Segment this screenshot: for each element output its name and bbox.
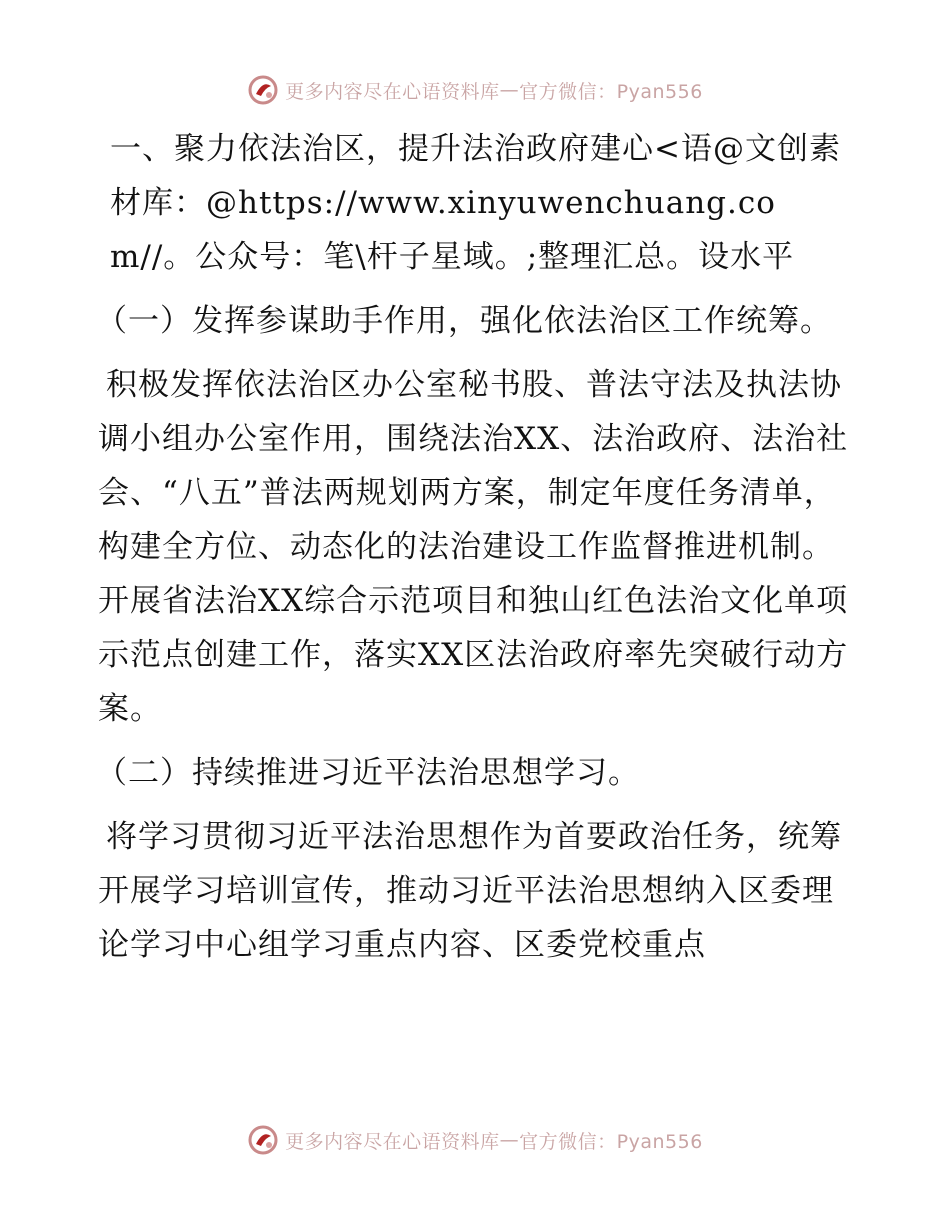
brand-logo-icon — [247, 74, 279, 106]
watermark-contact: 官方微信：Pyan556 — [519, 80, 703, 103]
document-body — [98, 122, 850, 982]
section-heading-1: 一、聚力依法治区，提升法治政府建心<语@文创素材库：@https://www.xinyuwenchuang.com//。公众号：笔\杆子星域。;整理汇总。设水平 — [110, 131, 841, 275]
watermark-banner-bottom — [0, 1122, 950, 1158]
watermark-dash: — — [499, 1129, 520, 1151]
body-paragraph-1: 积极发挥依法治区办公室秘书股、普法守法及执法协调小组办公室作用，围绕法治XX、法治政府、法治社会、“八五”普法两规划两方案，制定年度任务清单，构建全方位、动态化的法治建设工作监督推进机制。开展省法治XX综合示范项目和独山红色法治文化单项示范点创建工作，落实XX区法治政府率先突破行动方案。 — [98, 367, 849, 727]
watermark-contact: 官方微信：Pyan556 — [519, 1130, 703, 1153]
watermark-text-main: 更多内容尽在心语资料库 — [285, 80, 500, 103]
body-paragraph-2: 将学习贯彻习近平法治思想作为首要政治任务，统筹开展学习培训宣传，推动习近平法治思想纳入区委理论学习中心组学习重点内容、区委党校重点 — [98, 819, 842, 963]
watermark-banner-top — [0, 72, 950, 108]
subsection-heading-2: （二）持续推进习近平法治思想学习。 — [96, 755, 640, 791]
watermark-text-main: 更多内容尽在心语资料库 — [285, 1130, 500, 1153]
brand-logo-icon — [247, 1124, 279, 1156]
watermark-dash: — — [499, 79, 520, 101]
subsection-heading-1: （一）发挥参谋助手作用，强化依法治区工作统筹。 — [96, 303, 832, 339]
